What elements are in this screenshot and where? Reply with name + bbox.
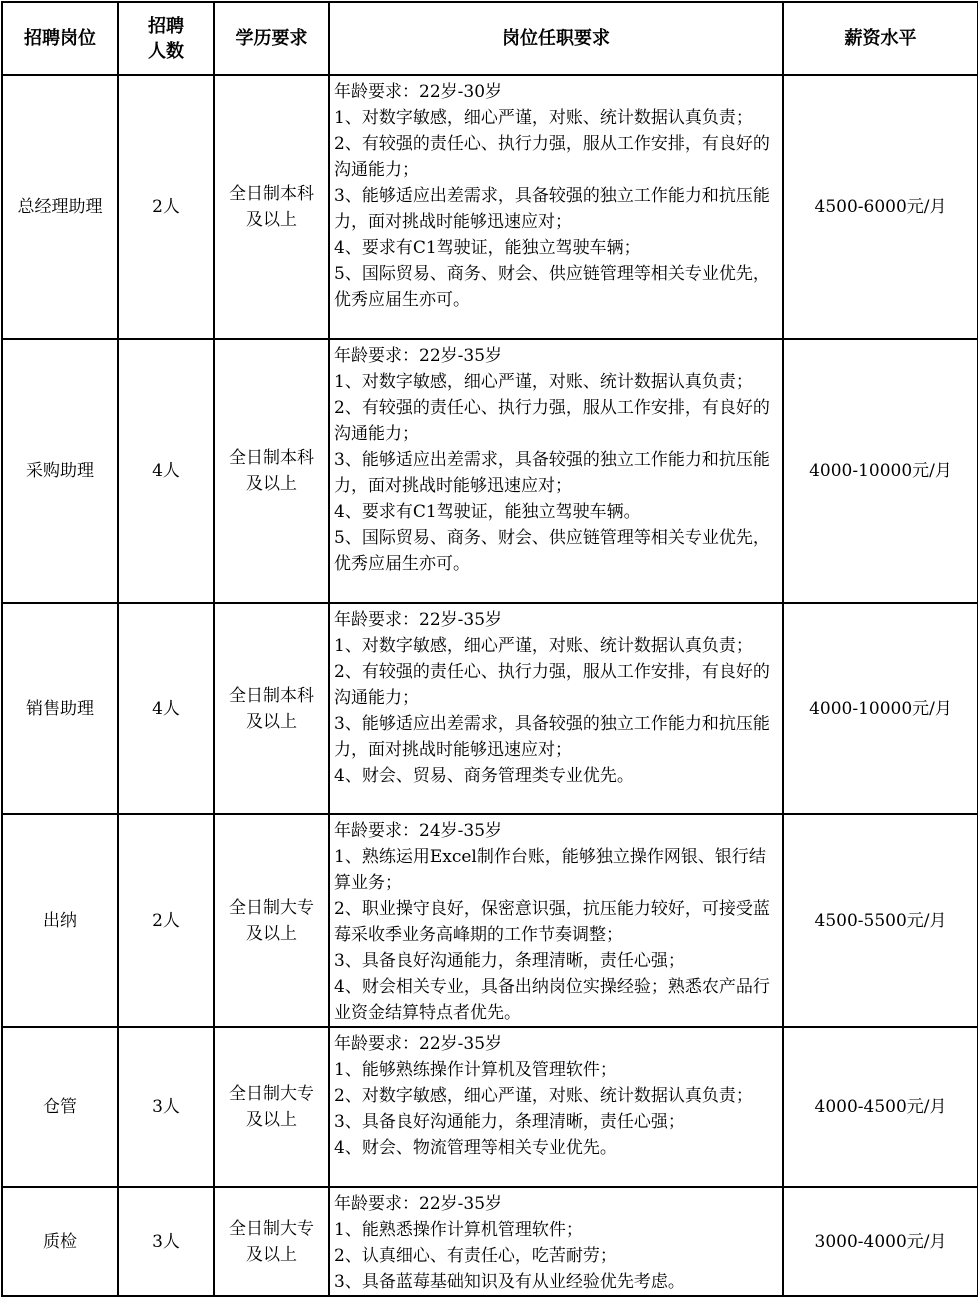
requirements-cell (329, 339, 783, 603)
education-cell (214, 603, 329, 814)
education-cell (214, 814, 329, 1027)
requirement-item: 年龄要求：22岁-35岁 (334, 1034, 503, 1054)
salary-cell: 4000-10000元/月 (783, 339, 978, 603)
header-requirements: 岗位任职要求 (329, 2, 783, 75)
requirement-item: 2、对数字敏感，细心严谨，对账、统计数据认真负责； (334, 1086, 753, 1106)
header-salary: 薪资水平 (783, 2, 978, 75)
education-line: 全日制大专 (229, 1218, 314, 1239)
count-cell: 2人 (118, 814, 214, 1027)
count-cell: 4人 (118, 603, 214, 814)
education-line: 及以上 (246, 210, 297, 230)
header-count-line1: 招聘 (148, 15, 184, 37)
requirement-item: 3、具备良好沟通能力，条理清晰，责任心强； (334, 951, 685, 971)
requirement-item: 4、财会、物流管理等相关专业优先。 (334, 1138, 617, 1158)
position-cell: 质检 (2, 1187, 118, 1296)
education-line: 全日制大专 (229, 897, 314, 918)
header-row (2, 2, 978, 75)
position-cell: 仓管 (2, 1027, 118, 1187)
requirement-item: 年龄要求：24岁-35岁 (334, 821, 503, 841)
education-line: 及以上 (246, 1110, 297, 1130)
position-cell: 采购助理 (2, 339, 118, 603)
education-cell (214, 1187, 329, 1296)
table-row (2, 339, 978, 603)
count-cell: 2人 (118, 75, 214, 339)
requirements-cell (329, 1187, 783, 1296)
table-row (2, 603, 978, 814)
requirements-cell (329, 1027, 783, 1187)
salary-cell: 4000-4500元/月 (783, 1027, 978, 1187)
requirement-item: 1、对数字敏感，细心严谨，对账、统计数据认真负责； (334, 372, 753, 392)
requirement-item: 2、认真细心、有责任心，吃苦耐劳； (334, 1246, 617, 1266)
table-row (2, 1027, 978, 1187)
education-line: 及以上 (246, 1244, 297, 1265)
education-line: 及以上 (246, 711, 297, 732)
requirement-item: 3、具备良好沟通能力，条理清晰，责任心强； (334, 1112, 685, 1132)
requirement-item: 3、具备蓝莓基础知识及有从业经验优先考虑。 (334, 1272, 685, 1292)
position-cell: 销售助理 (2, 603, 118, 814)
header-position: 招聘岗位 (2, 2, 118, 75)
position-cell: 出纳 (2, 814, 118, 1027)
requirement-item: 1、对数字敏感，细心严谨，对账、统计数据认真负责； (334, 108, 753, 128)
requirement-item: 年龄要求：22岁-35岁 (334, 610, 503, 630)
education-line: 及以上 (246, 474, 297, 494)
table-row (2, 75, 978, 339)
header-count-line2: 人数 (148, 40, 184, 62)
table-row (2, 814, 978, 1027)
requirement-item: 2、职业操守良好，保密意识强，抗压能力较好，可接受蓝莓采收季业务高峰期的工作节奏调整； (334, 899, 770, 945)
education-line: 及以上 (246, 923, 297, 944)
requirement-item: 4、要求有C1驾驶证，能独立驾驶车辆。 (334, 502, 641, 522)
education-line: 全日制大专 (229, 1084, 314, 1104)
requirement-item: 1、能熟悉操作计算机管理软件； (334, 1220, 583, 1240)
requirement-item: 3、能够适应出差需求，具备较强的独立工作能力和抗压能力，面对挑战时能够迅速应对； (334, 714, 770, 760)
position-cell: 总经理助理 (2, 75, 118, 339)
requirement-item: 4、财会、贸易、商务管理类专业优先。 (334, 766, 634, 786)
education-cell (214, 75, 329, 339)
education-line: 全日制本科 (229, 184, 314, 204)
requirement-item: 年龄要求：22岁-30岁 (334, 82, 503, 102)
education-line: 全日制本科 (229, 685, 314, 706)
count-cell: 4人 (118, 339, 214, 603)
requirement-item: 年龄要求：22岁-35岁 (334, 1194, 503, 1214)
requirements-cell (329, 603, 783, 814)
salary-cell: 4500-5500元/月 (783, 814, 978, 1027)
requirement-item: 5、国际贸易、商务、财会、供应链管理等相关专业优先，优秀应届生亦可。 (334, 528, 770, 574)
salary-cell: 3000-4000元/月 (783, 1187, 978, 1296)
salary-cell: 4000-10000元/月 (783, 603, 978, 814)
requirement-item: 2、有较强的责任心、执行力强，服从工作安排，有良好的沟通能力； (334, 134, 770, 180)
requirements-cell (329, 75, 783, 339)
requirement-item: 3、能够适应出差需求，具备较强的独立工作能力和抗压能力，面对挑战时能够迅速应对； (334, 186, 770, 232)
header-count (118, 2, 214, 75)
header-education: 学历要求 (214, 2, 329, 75)
requirement-item: 1、对数字敏感，细心严谨，对账、统计数据认真负责； (334, 636, 753, 656)
requirement-item: 3、能够适应出差需求，具备较强的独立工作能力和抗压能力，面对挑战时能够迅速应对； (334, 450, 770, 496)
requirement-item: 4、要求有C1驾驶证，能独立驾驶车辆； (334, 238, 641, 258)
recruitment-table (1, 1, 978, 1297)
education-cell (214, 339, 329, 603)
count-cell: 3人 (118, 1187, 214, 1296)
table-row (2, 1187, 978, 1296)
salary-cell: 4500-6000元/月 (783, 75, 978, 339)
education-cell (214, 1027, 329, 1187)
requirement-item: 年龄要求：22岁-35岁 (334, 346, 503, 366)
requirement-item: 1、熟练运用Excel制作台账，能够独立操作网银、银行结算业务； (334, 847, 766, 893)
requirement-item: 1、能够熟练操作计算机及管理软件； (334, 1060, 617, 1080)
requirement-item: 5、国际贸易、商务、财会、供应链管理等相关专业优先，优秀应届生亦可。 (334, 264, 770, 310)
requirement-item: 4、财会相关专业，具备出纳岗位实操经验；熟悉农产品行业资金结算特点者优先。 (334, 977, 770, 1023)
count-cell: 3人 (118, 1027, 214, 1187)
requirements-cell (329, 814, 783, 1027)
education-line: 全日制本科 (229, 448, 314, 468)
requirement-item: 2、有较强的责任心、执行力强，服从工作安排，有良好的沟通能力； (334, 662, 770, 708)
requirement-item: 2、有较强的责任心、执行力强，服从工作安排，有良好的沟通能力； (334, 398, 770, 444)
